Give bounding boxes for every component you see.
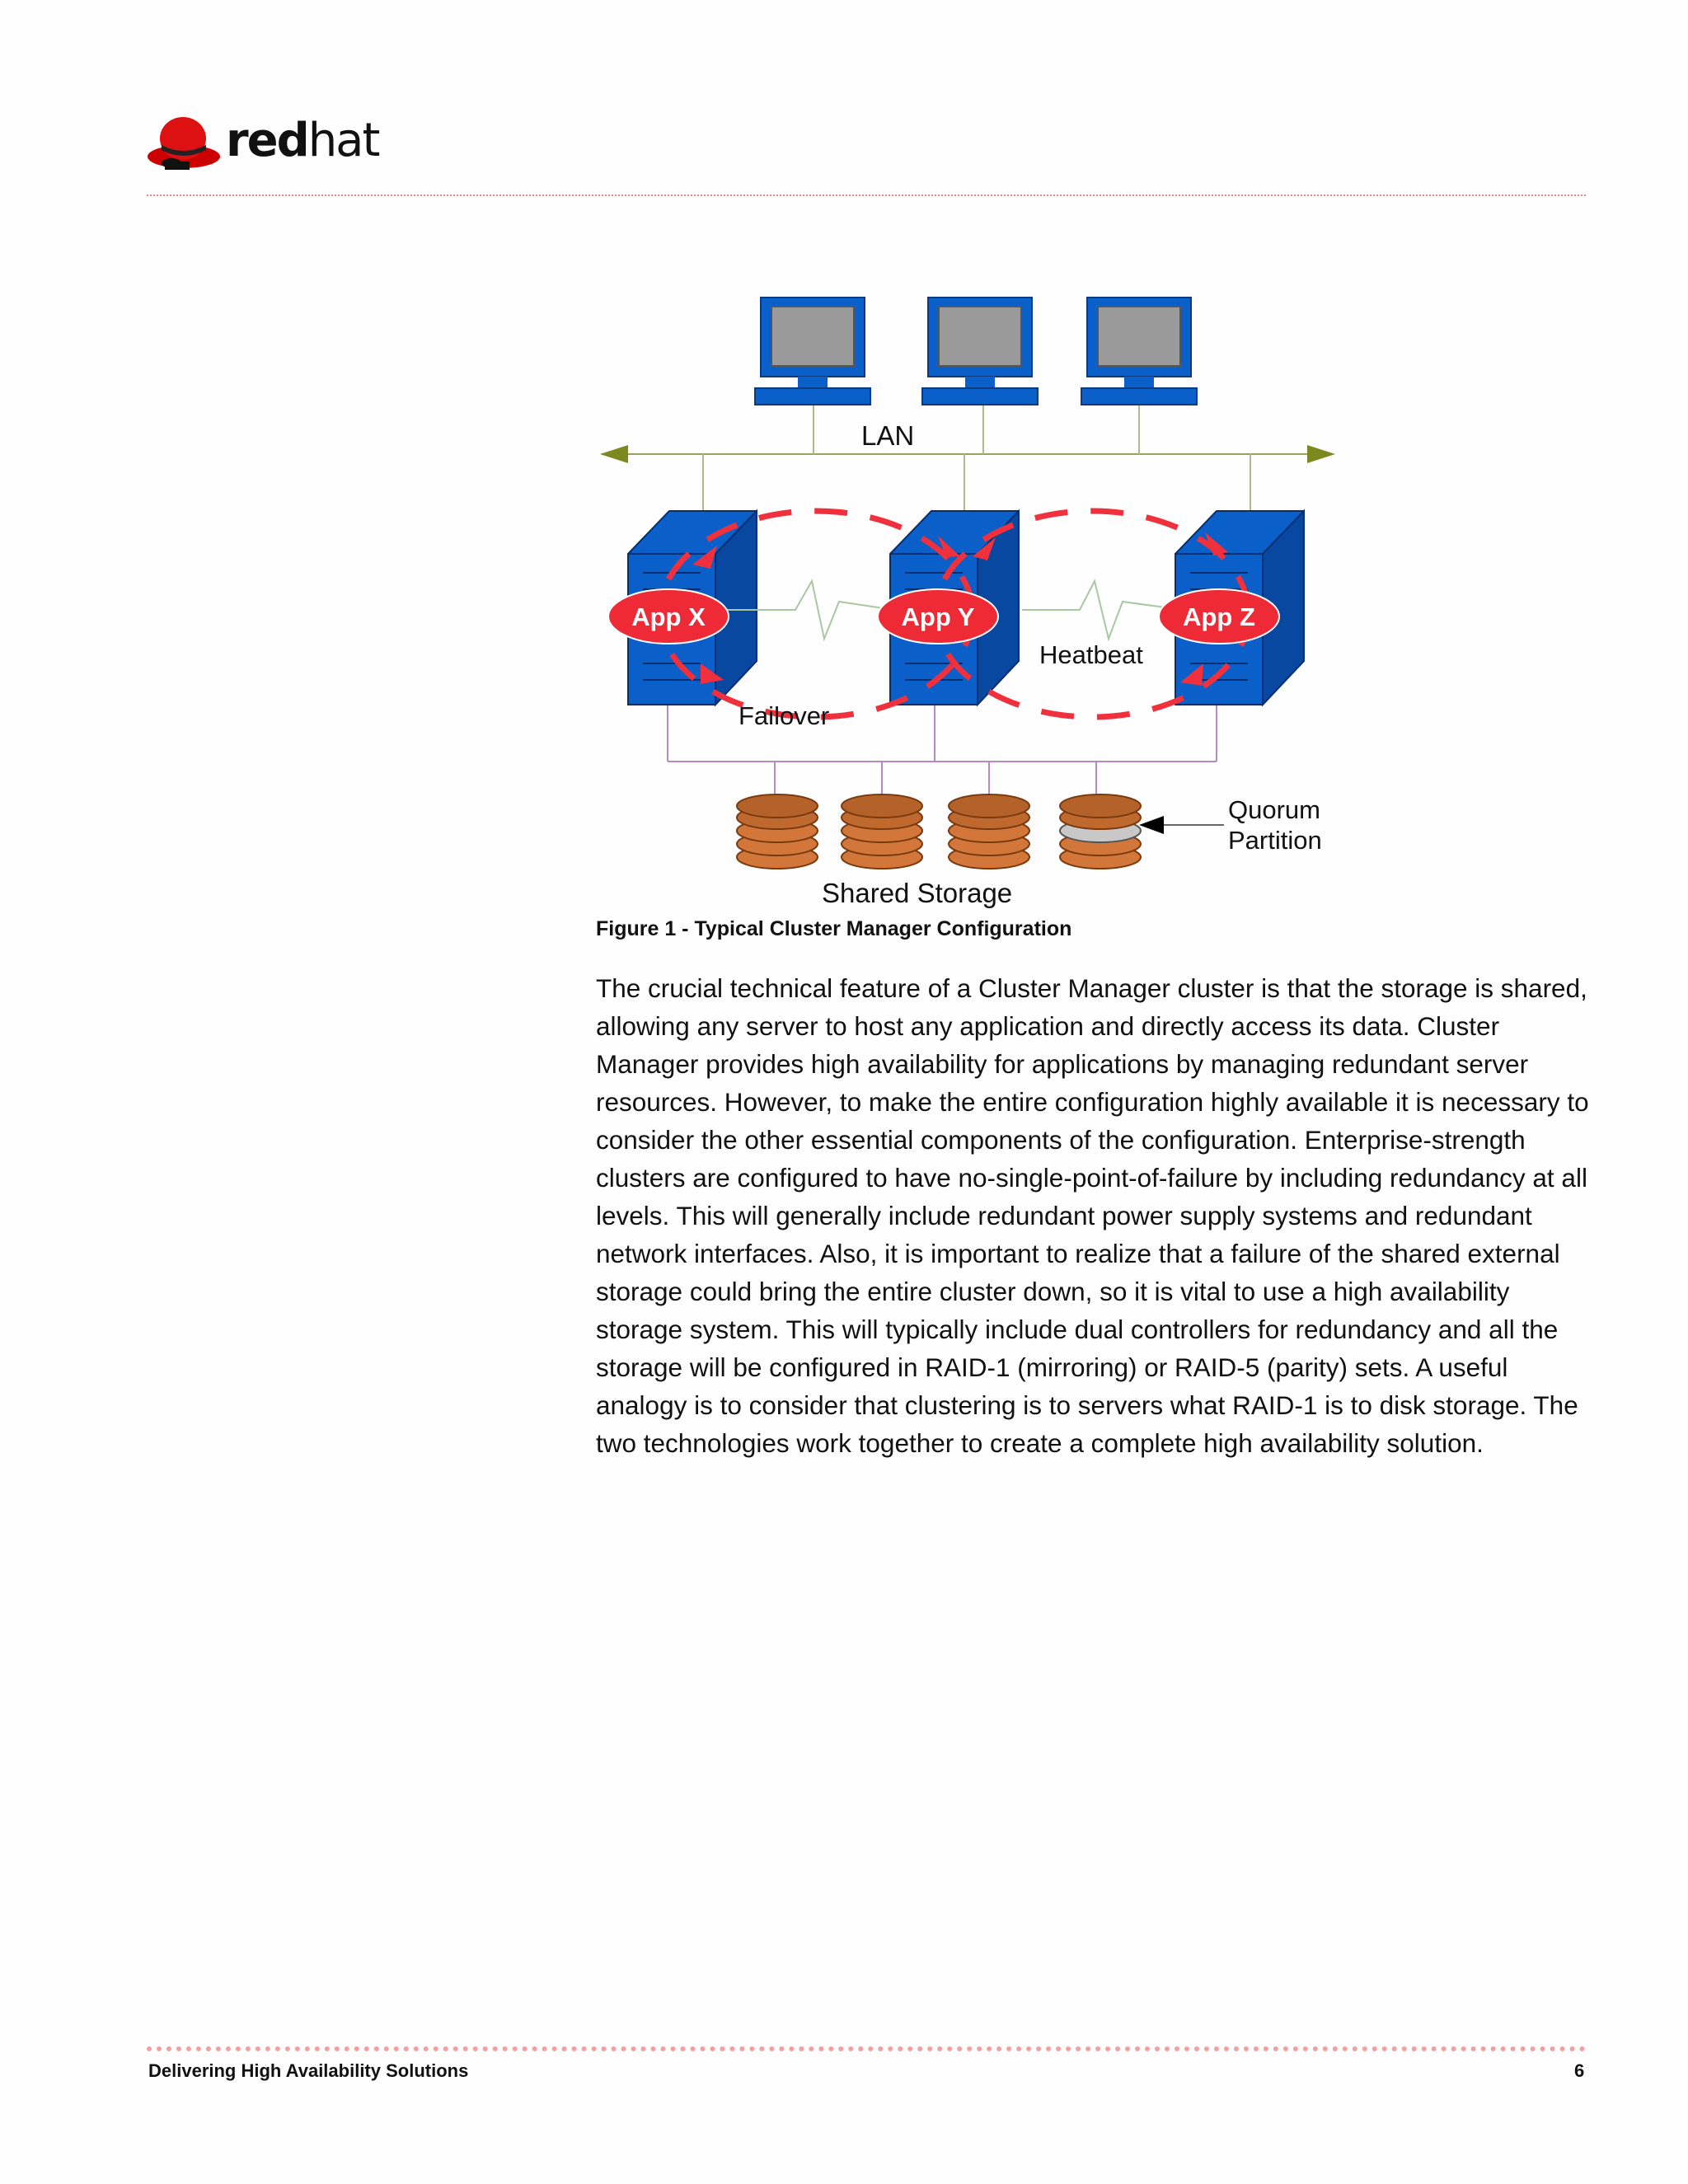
lan-arrow-left	[600, 445, 628, 463]
quorum-label-1: Quorum	[1228, 795, 1320, 824]
figure-caption: Figure 1 - Typical Cluster Manager Configuration	[596, 917, 1072, 940]
app-y-label: App Y	[901, 602, 975, 631]
disk-stack-quorum	[1060, 794, 1141, 869]
body-paragraph: The crucial technical feature of a Cluster Manager cluster is that the storage is shared, allowing any server to host any application and directly access its data. Cluster Manager provides high availability for applications by managing redundant server resources. However, to make the entire configuration highly available it is necessary to consider the other essential components of the configuration. Enterprise-strength clusters are configured to have no-single-point-of-failure by including redundancy at all levels. This will generally include redundant power supply systems and redundant network interfaces. Also, it is important to realize that a failure of the shared external storage could bring the entire cluster down, so it is vital to use a high availability storage system. This will typically include dual controllers for redundancy and all the storage will be configured in RAID-1 (mirroring) or RAID-5 (parity) sets. A useful analogy is to consider that clustering is to servers what RAID-1 is to disk storage. The two technologies work together to create a complete high availability solution.	[596, 973, 1589, 1458]
footer-title: Delivering High Availability Solutions	[148, 2060, 469, 2081]
footer-divider	[147, 2046, 1586, 2051]
workstation-2	[922, 298, 1038, 405]
disk-stack-1	[737, 794, 818, 869]
failover-label: Failover	[738, 701, 830, 730]
header-divider	[147, 194, 1586, 196]
redhat-logo	[147, 109, 379, 176]
cluster-diagram	[577, 288, 1368, 915]
heartbeat-label: Heatbeat	[1039, 640, 1143, 669]
heartbeat-line-2	[1022, 581, 1183, 639]
disk-stack-3	[949, 794, 1029, 869]
app-z-label: App Z	[1183, 602, 1255, 631]
lan-arrow-right	[1307, 445, 1335, 463]
logo-wordmark	[226, 112, 378, 170]
lan-label: LAN	[861, 420, 915, 451]
quorum-label-2: Partition	[1228, 826, 1322, 855]
quorum-pointer-arrow	[1139, 816, 1164, 834]
logo-red: red	[226, 114, 308, 167]
workstation-1	[755, 298, 870, 405]
logo-hat: hat	[307, 114, 379, 167]
shadowman-hat-icon	[147, 109, 221, 176]
page-number: 6	[1574, 2060, 1585, 2081]
disk-stack-2	[842, 794, 922, 869]
workstation-3	[1081, 298, 1197, 405]
app-x-label: App X	[631, 602, 706, 631]
shared-storage-label: Shared Storage	[822, 878, 1013, 908]
